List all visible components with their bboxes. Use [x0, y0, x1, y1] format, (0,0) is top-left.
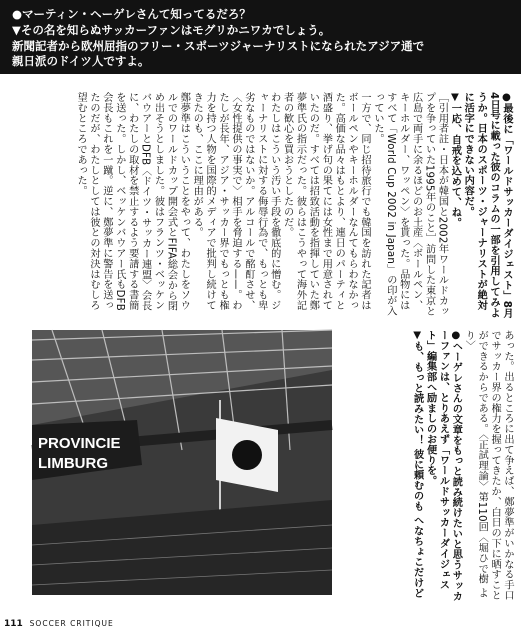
lower-paragraph-1: あった。出るところに出て争えば、鄭夢準がいかなる手口でサッカー界の権力を握ってきたか、白日の下に晒すことができるからである。〈正試理論〉第110回〈堀ひで樹 より〉 [463, 330, 513, 601]
lower-answer: ▼も、もっと読みたい！ 彼に頼むのも へなちょこだけど [411, 330, 423, 599]
sign-text-line-1: PROVINCIE [38, 435, 121, 452]
lower-article-column [343, 330, 513, 605]
header-line-4: 親日派のドイツ人ですよ。 [12, 54, 150, 68]
upper-article-column [75, 92, 512, 320]
header-line-1: ●マーティン・ヘーゲレさんて知ってるだろ？ [12, 7, 251, 21]
stadium-flag-photo [32, 330, 332, 595]
quote-paragraph-2: 一方で、同じ招待旅行でも韓国を訪れた記者はボールペンやキーホルダーなんてもらわなかった。高価な品々はもとより、連日のパーティと酒盛り、挙げ句の果てには女性まで用意されていたのだ。すべては招致活動を指揮していた鄭夢準氏の指示だった。彼らはこうやって海外記者の歓心を買おうとしたのだ。 [281, 92, 371, 311]
sign-text-line-2: LIMBURG [38, 455, 108, 472]
quote-paragraph-4: 鄭夢準はこういうことをやって、わたしをソウルでのワールドカップ開会式とFIFA総会から閉め出そうとしました。彼はフランツ・ベッケンバウアーとDFB〈ドイツ・サッカー連盟〉会長に、わたしの取材を禁止するよう要請する書簡を送った。しかし、ベッケンバウアー氏もDFB会長もこれを一蹴。逆に、鄭夢準に警告を送ったのだが、わたしとしては彼との対決はむしろ望むところであった。 [75, 92, 190, 312]
stadium-photo-illustration [32, 330, 332, 595]
magazine-name: SOCCER CRITIQUE [29, 619, 114, 628]
page-number: 111 [4, 619, 23, 629]
quote-paragraph-3: わたしはこういう汚い手段を徹底的に憎む。ジャーナリストに対する侮辱行為で、もっとも卑劣なものではないか。アルコールで酩酊させ、〈女性提供の事実で〉相手を脅迫する——。わたしが長年、アジア・サッカー界でもっとも権力を持つ人物を国際的メディアで批判し続けてきたのも、ここに理由がある。 [191, 92, 280, 311]
upper-answer: ▼一応、自戒を込めて、ね。 [449, 92, 461, 228]
lower-question: ●ヘーゲレさんの文章をもっと読み続けたいと思うサッカーファンは、とりあえず「ワールドサッカーダイジェスト」編集部へ励ましのお便りを。 [424, 330, 462, 602]
japanese-flag [216, 418, 278, 492]
header-banner [0, 0, 521, 74]
header-line-2: ▼その名を知らぬサッカーファンはモグリかニワカでしょう。 [12, 23, 331, 37]
quote-paragraph-1: ［引用者註・日本が韓国と2002年ワールドカップを争っていた1995年のこと］訪問した東京と広島で両手に余るほどのお土産〈ボールペン、キーホルダー、ワッペン〉を貰った。品物にはすべて「World Cup 2002 in Japan」の印が入っていた。 [371, 92, 448, 317]
upper-question: ●最後に「ワールドサッカーダイジェスト」8月4日号に載った彼のコラムの一部を引用してみようか。日本のスポーツ・ジャーナリストが絶対に活字にできない内容だ。 [462, 92, 512, 319]
page-footer [4, 619, 114, 629]
header-line-3: 新聞記者から欧州屈指のフリー・スポーツジャーナリストになられたアジア通で [12, 39, 425, 53]
